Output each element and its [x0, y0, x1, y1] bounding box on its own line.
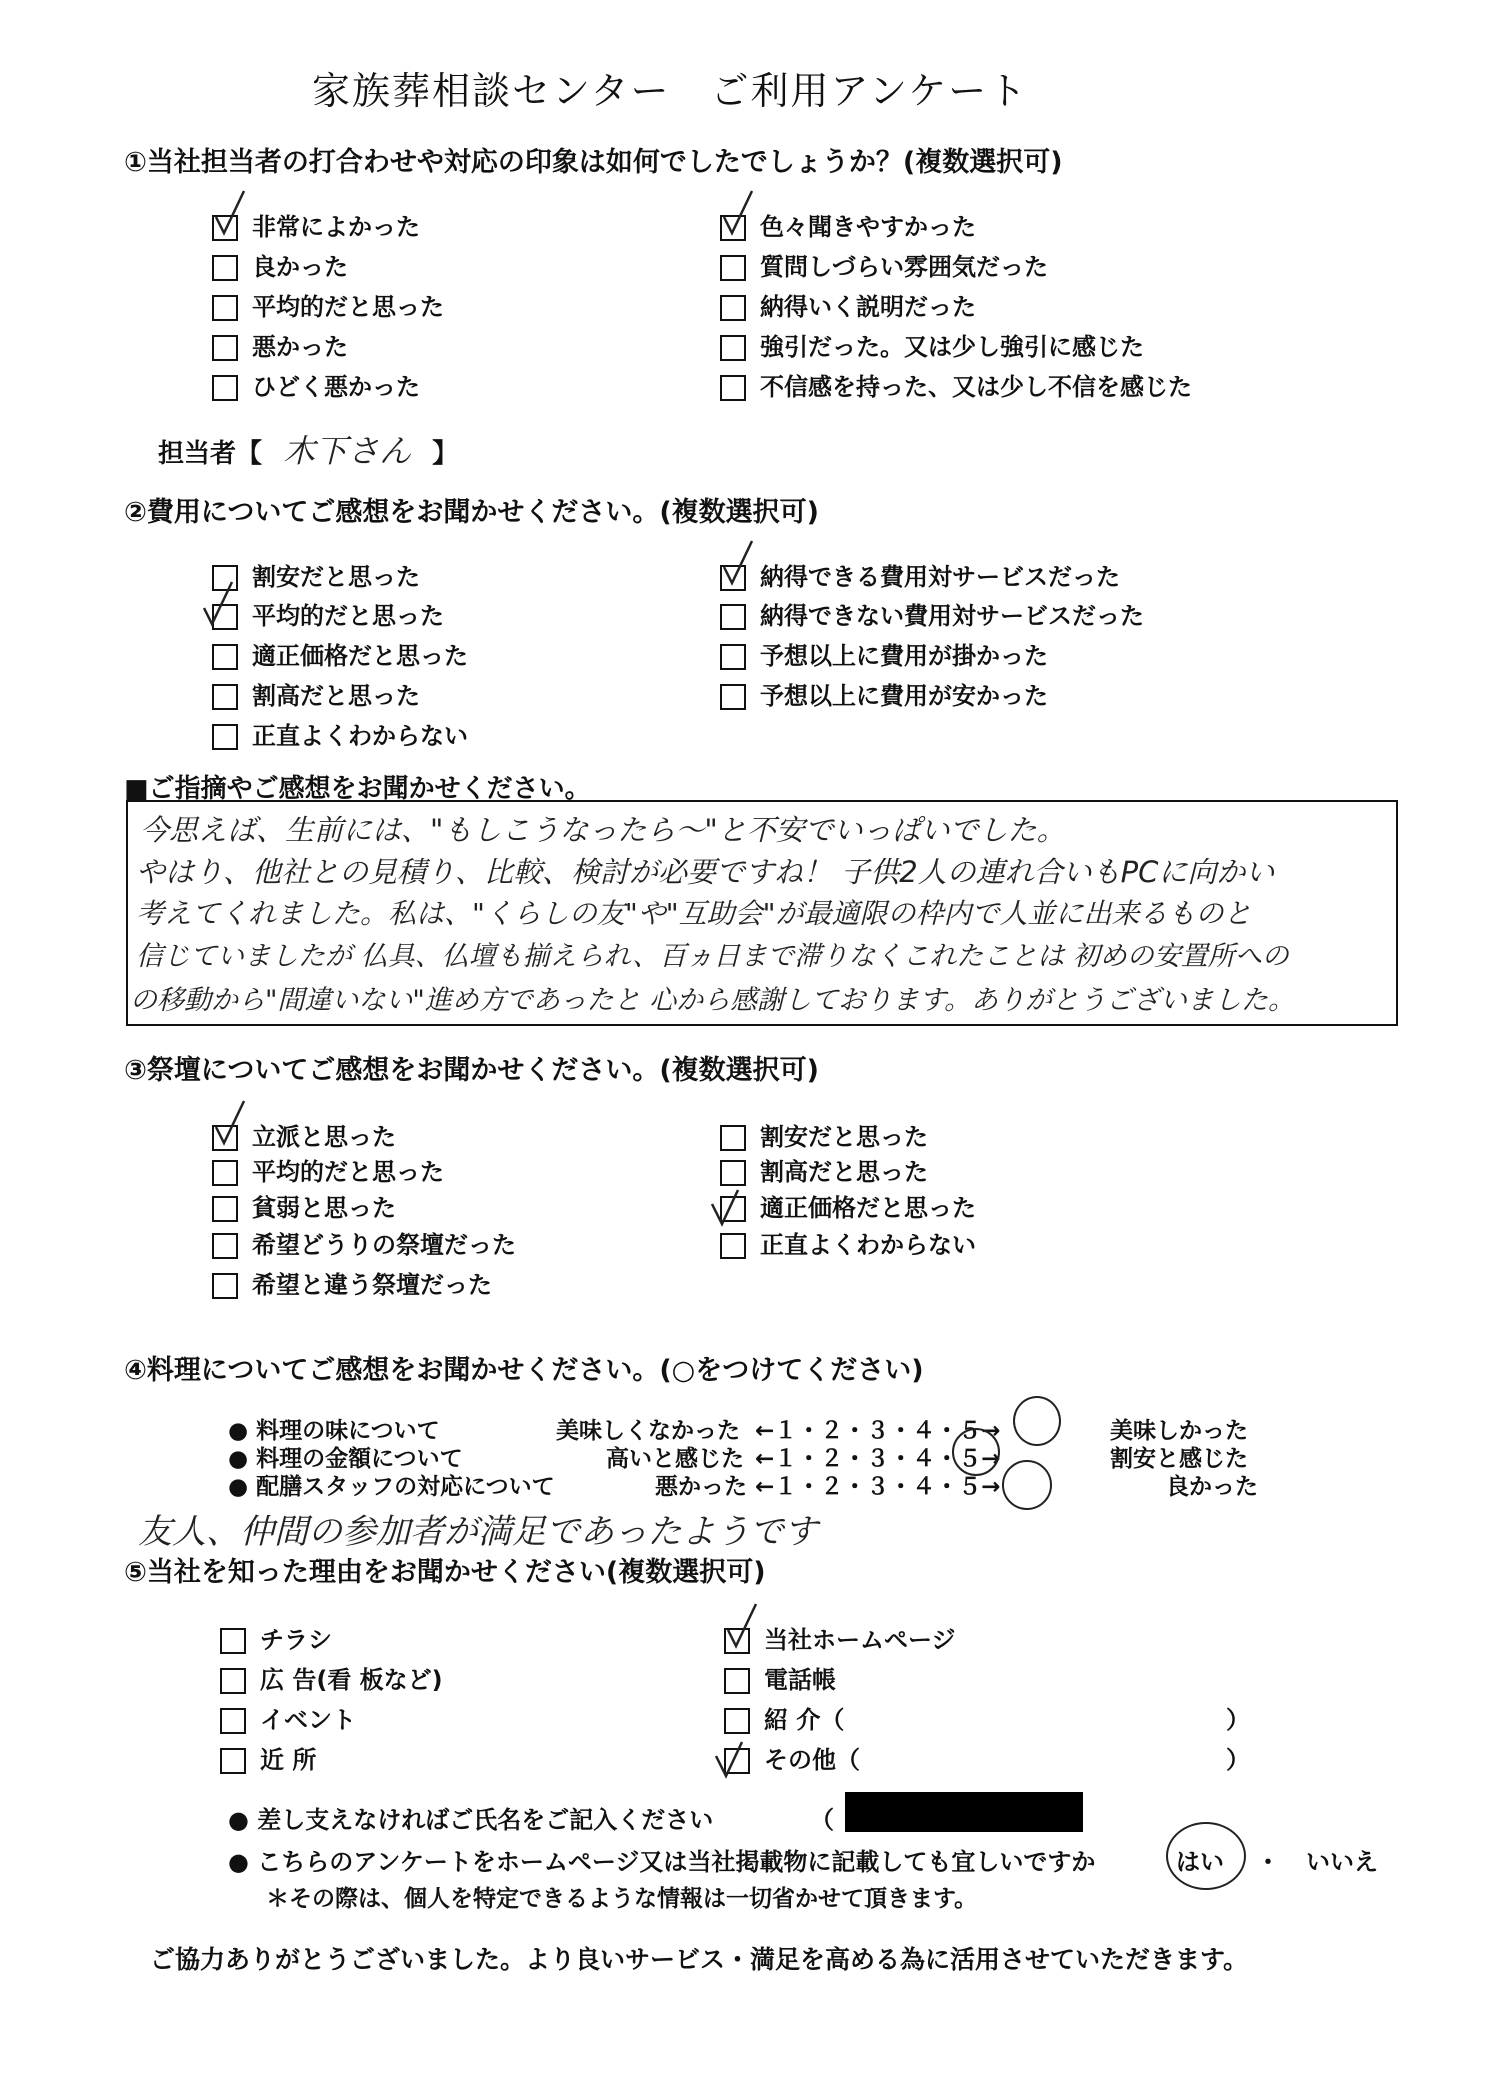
q3-option-right-0[interactable] — [720, 1117, 928, 1152]
q2-option-left-4[interactable] — [212, 716, 468, 751]
checkmark-icon — [210, 1099, 250, 1149]
option-label: チラシ — [260, 1626, 332, 1654]
checkmark-icon — [210, 189, 250, 239]
checkbox[interactable] — [212, 724, 238, 750]
comments-heading: ■ご指摘やご感想をお聞かせください。 — [124, 774, 591, 804]
q3-option-left-3[interactable] — [212, 1225, 516, 1260]
option-label: 納得いく説明だった — [760, 293, 976, 321]
option-label: 不信感を持った、又は少し不信を感じた — [760, 373, 1192, 401]
q2-option-left-2[interactable] — [212, 636, 468, 671]
option-label: 割高だと思った — [252, 682, 420, 710]
checkbox[interactable] — [724, 1628, 750, 1654]
q5-option-left-1[interactable] — [220, 1660, 443, 1695]
option-label: イベント — [260, 1706, 356, 1734]
rating-high-label: 割安と感じた — [1110, 1446, 1248, 1472]
option-label: 割安だと思った — [252, 563, 420, 591]
checkbox[interactable] — [212, 1125, 238, 1151]
q2-option-right-3[interactable] — [720, 676, 1048, 711]
q3-heading: ③祭壇についてご感想をお聞かせください。(複数選択可) — [124, 1055, 819, 1086]
q2-option-left-0[interactable] — [212, 557, 420, 592]
checkbox[interactable] — [220, 1748, 246, 1774]
staff-close: 】 — [432, 439, 459, 469]
rating-low-label: 悪かった — [655, 1474, 747, 1500]
option-label: 予想以上に費用が掛かった — [760, 642, 1048, 670]
option-label: 適正価格だと思った — [760, 1194, 976, 1222]
name-open-paren: （ — [810, 1806, 834, 1834]
q1-option-left-1[interactable] — [212, 247, 348, 282]
option-label: 正直よくわからない — [760, 1231, 976, 1259]
option-label: 立派と思った — [252, 1123, 396, 1151]
checkbox[interactable] — [720, 604, 746, 630]
option-label: 割安だと思った — [760, 1123, 928, 1151]
checkbox[interactable] — [720, 215, 746, 241]
rating-high-label: 美味しかった — [1110, 1418, 1248, 1444]
rating-selected-circle — [1013, 1396, 1061, 1446]
checkbox[interactable] — [212, 1273, 238, 1299]
comment-line: の移動から"間違いない"進め方であったと 心から感謝しております。ありがとうございました。 — [130, 985, 1295, 1016]
option-label: 正直よくわからない — [252, 722, 468, 750]
staff-name-handwritten: 木下さん — [283, 432, 412, 470]
publish-no-option[interactable]: いいえ — [1306, 1848, 1378, 1876]
checkmark-icon — [718, 189, 758, 239]
checkbox[interactable] — [720, 1125, 746, 1151]
checkbox[interactable] — [220, 1668, 246, 1694]
q2-option-left-1[interactable] — [212, 596, 444, 631]
checkbox[interactable] — [212, 684, 238, 710]
q2-option-left-3[interactable] — [212, 676, 420, 711]
rating-topic: ● 配膳スタッフの対応について — [228, 1474, 555, 1500]
q2-heading: ②費用についてご感想をお聞かせください。(複数選択可) — [124, 497, 819, 528]
checkbox[interactable] — [720, 1160, 746, 1186]
option-label: 希望と違う祭壇だった — [252, 1271, 492, 1299]
q2-option-right-0[interactable] — [720, 557, 1120, 592]
checkbox[interactable] — [720, 295, 746, 321]
q1-option-left-0[interactable] — [212, 207, 420, 242]
rating-scale[interactable]: ←１・２・３・４・５→ — [755, 1446, 1001, 1472]
checkbox[interactable] — [720, 684, 746, 710]
q3-option-right-1[interactable] — [720, 1152, 928, 1187]
q2-option-right-2[interactable] — [720, 636, 1048, 671]
q5-option-left-0[interactable] — [220, 1620, 332, 1655]
q1-option-left-4[interactable] — [212, 367, 420, 402]
q5-option-left-2[interactable] — [220, 1700, 356, 1735]
checkbox[interactable] — [212, 644, 238, 670]
q5-option-right-3[interactable] — [724, 1740, 860, 1775]
rating-high-label: 良かった — [1166, 1474, 1258, 1500]
name-prompt: ● 差し支えなければご氏名をご記入ください — [228, 1806, 714, 1834]
q5-option-left-3[interactable] — [220, 1740, 316, 1775]
q4-handwritten-comment: 友人、仲間の参加者が満足であったようです — [138, 1512, 818, 1552]
option-label: 悪かった — [252, 333, 348, 361]
q1-option-left-3[interactable] — [212, 327, 348, 362]
option-label: 平均的だと思った — [252, 1158, 444, 1186]
q3-option-right-3[interactable] — [720, 1225, 976, 1260]
checkbox[interactable] — [220, 1628, 246, 1654]
checkbox[interactable] — [212, 375, 238, 401]
q5-option-right-2[interactable] — [724, 1700, 844, 1735]
option-label: 良かった — [252, 253, 348, 281]
rating-scale[interactable]: ←１・２・３・４・５→ — [755, 1474, 1001, 1500]
checkbox[interactable] — [720, 375, 746, 401]
option-label: 平均的だと思った — [252, 602, 444, 630]
comment-line: 考えてくれました。私は、"くらしの友"や"互助会"が最適限の枠内で人並に出来るものと — [136, 897, 1252, 930]
q5-option-right-1[interactable] — [724, 1660, 836, 1695]
option-label: 非常によかった — [252, 213, 420, 241]
q5-close-paren: ） — [1226, 1706, 1250, 1734]
publish-yes-option[interactable]: はい — [1176, 1848, 1224, 1876]
option-label: 納得できない費用対サービスだった — [760, 602, 1144, 630]
option-label: 色々聞きやすかった — [760, 213, 976, 241]
redacted-name-field[interactable] — [845, 1792, 1083, 1832]
option-label: 当社ホームページ — [764, 1626, 956, 1654]
q3-option-right-2[interactable] — [720, 1188, 976, 1223]
option-label: 近 所 — [260, 1746, 317, 1774]
option-label: 平均的だと思った — [252, 293, 444, 321]
publish-yes-circle — [1166, 1822, 1246, 1890]
rating-selected-circle — [1002, 1460, 1052, 1510]
option-label: 貧弱と思った — [252, 1194, 396, 1222]
q5-option-right-0[interactable] — [724, 1620, 956, 1655]
comment-line: 信じていましたが 仏具、仏壇も揃えられ、百ヵ日まで滞りなくこれたことは 初めの安置所への — [136, 941, 1289, 972]
option-label: 希望どうりの祭壇だった — [252, 1231, 516, 1259]
publish-prompt: ● こちらのアンケートをホームページ又は当社掲載物に記載しても宜しいですか — [228, 1848, 1096, 1876]
checkbox[interactable] — [720, 255, 746, 281]
checkbox[interactable] — [212, 215, 238, 241]
publish-separator: ・ — [1256, 1848, 1280, 1876]
rating-scale[interactable]: ←１・２・３・４・５→ — [755, 1418, 1001, 1444]
checkmark-icon — [200, 578, 240, 628]
q1-option-right-1[interactable] — [720, 247, 1048, 282]
option-label: 質問しづらい雰囲気だった — [760, 253, 1048, 281]
option-label: 電話帳 — [764, 1666, 836, 1694]
q5-heading: ⑤当社を知った理由をお聞かせください(複数選択可) — [124, 1557, 766, 1588]
option-label: 強引だった。又は少し強引に感じた — [760, 333, 1144, 361]
privacy-note: ＊その際は、個人を特定できるような情報は一切省かせて頂きます。 — [266, 1886, 978, 1912]
q5-close-paren: ） — [1226, 1746, 1250, 1774]
rating-low-label: 美味しくなかった — [556, 1418, 740, 1444]
checkmark-icon — [712, 1736, 752, 1786]
rating-topic: ● 料理の金額について — [228, 1446, 463, 1472]
checkmark-icon — [718, 539, 758, 589]
checkbox[interactable] — [212, 1196, 238, 1222]
q2-option-right-1[interactable] — [720, 596, 1144, 631]
staff-label: 担当者【 — [158, 439, 263, 469]
q3-option-left-2[interactable] — [212, 1188, 396, 1223]
staff-row — [158, 426, 458, 472]
checkbox[interactable] — [212, 255, 238, 281]
q1-option-left-2[interactable] — [212, 287, 444, 322]
q1-option-right-2[interactable] — [720, 287, 976, 322]
option-label: 紹 介（ — [764, 1706, 845, 1734]
checkbox[interactable] — [212, 604, 238, 630]
checkbox[interactable] — [212, 295, 238, 321]
checkmark-icon — [722, 1602, 762, 1652]
option-label: 納得できる費用対サービスだった — [760, 563, 1120, 591]
option-label: 適正価格だと思った — [252, 642, 468, 670]
option-label: ひどく悪かった — [252, 373, 420, 401]
checkbox[interactable] — [212, 335, 238, 361]
checkbox[interactable] — [220, 1708, 246, 1734]
option-label: 割高だと思った — [760, 1158, 928, 1186]
rating-topic: ● 料理の味について — [228, 1418, 440, 1444]
checkbox[interactable] — [212, 1160, 238, 1186]
comment-box[interactable] — [126, 800, 1398, 1026]
rating-low-label: 高いと感じた — [606, 1446, 744, 1472]
checkbox[interactable] — [724, 1748, 750, 1774]
option-label: 広 告(看 板など) — [260, 1666, 443, 1694]
q3-option-left-4[interactable] — [212, 1265, 492, 1300]
checkbox[interactable] — [724, 1668, 750, 1694]
q3-option-left-1[interactable] — [212, 1152, 444, 1187]
q3-option-left-0[interactable] — [212, 1117, 396, 1152]
checkbox[interactable] — [212, 1233, 238, 1259]
comment-line: やはり、他社との見積り、比較、検討が必要ですね！ 子供2人の連れ合いもPCに向かい — [136, 855, 1275, 889]
q1-option-right-4[interactable] — [720, 367, 1192, 402]
option-label: その他（ — [764, 1746, 860, 1774]
q4-heading: ④料理についてご感想をお聞かせください。(○をつけてください) — [124, 1355, 924, 1386]
page-title: 家族葬相談センター ご利用アンケート — [312, 69, 1029, 113]
checkbox[interactable] — [720, 1233, 746, 1259]
checkbox[interactable] — [720, 565, 746, 591]
checkbox[interactable] — [720, 335, 746, 361]
checkbox[interactable] — [720, 644, 746, 670]
checkbox[interactable] — [720, 1196, 746, 1222]
q1-option-right-3[interactable] — [720, 327, 1144, 362]
checkbox[interactable] — [724, 1708, 750, 1734]
comment-line: 今思えば、生前には、"もしこうなったら～"と不安でいっぱいでした。 — [140, 813, 1066, 847]
q1-heading: ①当社担当者の打合わせや対応の印象は如何でしたでしょうか？(複数選択可) — [124, 147, 1063, 178]
thanks-message: ご協力ありがとうございました。より良いサービス・満足を高める為に活用させていただきます。 — [150, 1945, 1249, 1974]
q1-option-right-0[interactable] — [720, 207, 976, 242]
option-label: 予想以上に費用が安かった — [760, 682, 1048, 710]
